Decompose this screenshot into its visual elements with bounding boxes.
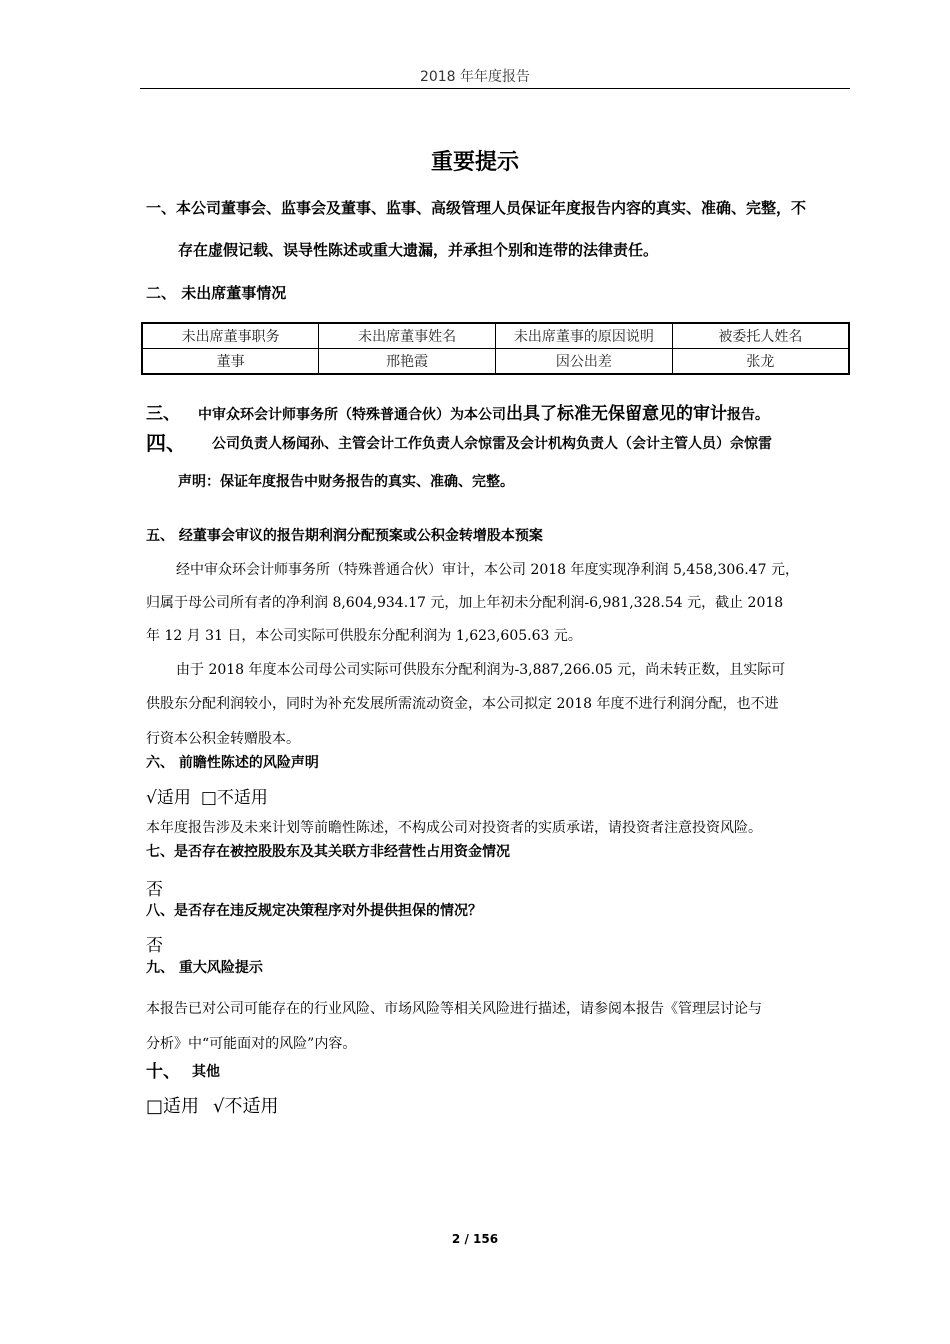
- section-5-heading: 五、 经董事会审议的报告期利润分配预案或公积金转增股本预案: [146, 528, 543, 544]
- section-9-heading: 九、 重大风险提示: [146, 960, 263, 976]
- section-3: [146, 399, 769, 424]
- table-cell: 邢艳霞: [319, 349, 496, 375]
- section-5-para-1-line-2: 归属于母公司所有者的净利润 8,604,934.17 元，加上年初未分配利润-6,981,328.54 元，截止 2018: [146, 595, 784, 611]
- section-1-line-2: 存在虚假记载、误导性陈述或重大遗漏，并承担个别和连带的法律责任。: [178, 241, 659, 259]
- section-5-para-2-line-3: 行资本公积金转赠股本。: [146, 731, 300, 747]
- section-7-answer: 否: [146, 880, 163, 900]
- table-header-cell: 被委托人姓名: [672, 323, 849, 349]
- section-5-para-2-line-1: 由于 2018 年度本公司母公司实际可供股东分配利润为-3,887,266.05 元，尚未转正数，且实际可: [176, 662, 786, 678]
- not-applicable-checked-option: √不适用: [213, 1096, 279, 1117]
- not-applicable-unchecked-option: □不适用: [200, 788, 268, 808]
- section-5-para-1-line-3: 年 12 月 31 日，本公司实际可供股东分配利润为 1,623,605.63 元。: [146, 628, 582, 644]
- table-cell: 张龙: [672, 349, 849, 375]
- section-7-heading: 七、是否存在被控股股东及其关联方非经营性占用资金情况: [146, 844, 510, 860]
- section-2-heading: 二、 未出席董事情况: [146, 284, 287, 302]
- section-8-answer: 否: [146, 936, 163, 956]
- section-3-text-c: 报告。: [727, 407, 769, 423]
- section-3-number: 三、: [146, 404, 180, 424]
- section-3-text-a: 中审众环会计师事务所（特殊普通合伙）为本公司: [198, 407, 506, 423]
- section-5-para-2-line-2: 供股东分配利润较小，同时为补充发展所需流动资金，本公司拟定 2018 年度不进行利润分配，也不进: [146, 696, 779, 712]
- section-6-heading: 六、 前瞻性陈述的风险声明: [146, 755, 319, 771]
- absent-directors-table: [141, 322, 850, 375]
- section-4-number: 四、: [146, 431, 186, 455]
- applicable-unchecked-option: □适用: [146, 1096, 200, 1117]
- section-6-options: [146, 783, 268, 808]
- section-10-number: 十、: [146, 1062, 180, 1082]
- section-10-options: [146, 1092, 279, 1118]
- section-5-para-1-line-1: 经中审众环会计师事务所（特殊普通合伙）审计，本公司 2018 年度实现净利润 5,458,306.47 元，: [176, 562, 799, 578]
- table-header-cell: 未出席董事姓名: [319, 323, 496, 349]
- section-9-line-2: 分析》中“可能面对的风险”内容。: [146, 1036, 357, 1052]
- table-header-cell: 未出席董事职务: [142, 323, 319, 349]
- section-10-heading: 其他: [192, 1064, 220, 1080]
- page-title: 重要提示: [430, 150, 519, 175]
- table-row: [142, 349, 849, 375]
- table-header-row: [142, 323, 849, 349]
- section-1-line-1: 一、本公司董事会、监事会及董事、监事、高级管理人员保证年度报告内容的真实、准确、完整，不: [146, 199, 807, 217]
- header-rule: [140, 88, 850, 89]
- section-8-heading: 八、是否存在违反规定决策程序对外提供担保的情况？: [146, 903, 482, 919]
- table-header-cell: 未出席董事的原因说明: [496, 323, 673, 349]
- page-number: 2 / 156: [451, 1232, 499, 1246]
- section-4-line-1: 公司负责人杨闻孙、主管会计工作负责人佘惊雷及会计机构负责人（会计主管人员）佘惊雷: [212, 436, 772, 452]
- section-9-line-1: 本报告已对公司可能存在的行业风险、市场风险等相关风险进行描述，请参阅本报告《管理层讨论与: [146, 1001, 762, 1017]
- table-cell: 因公出差: [496, 349, 673, 375]
- section-4-line-2: 声明：保证年度报告中财务报告的真实、准确、完整。: [178, 474, 514, 490]
- running-header: 2018 年年度报告: [419, 69, 531, 85]
- applicable-checked-option: √适用: [146, 788, 191, 808]
- section-3-text-b: 出具了标准无保留意见的审计: [506, 404, 727, 424]
- table-cell: 董事: [142, 349, 319, 375]
- section-6-text: 本年度报告涉及未来计划等前瞻性陈述，不构成公司对投资者的实质承诺，请投资者注意投资风险。: [146, 820, 762, 836]
